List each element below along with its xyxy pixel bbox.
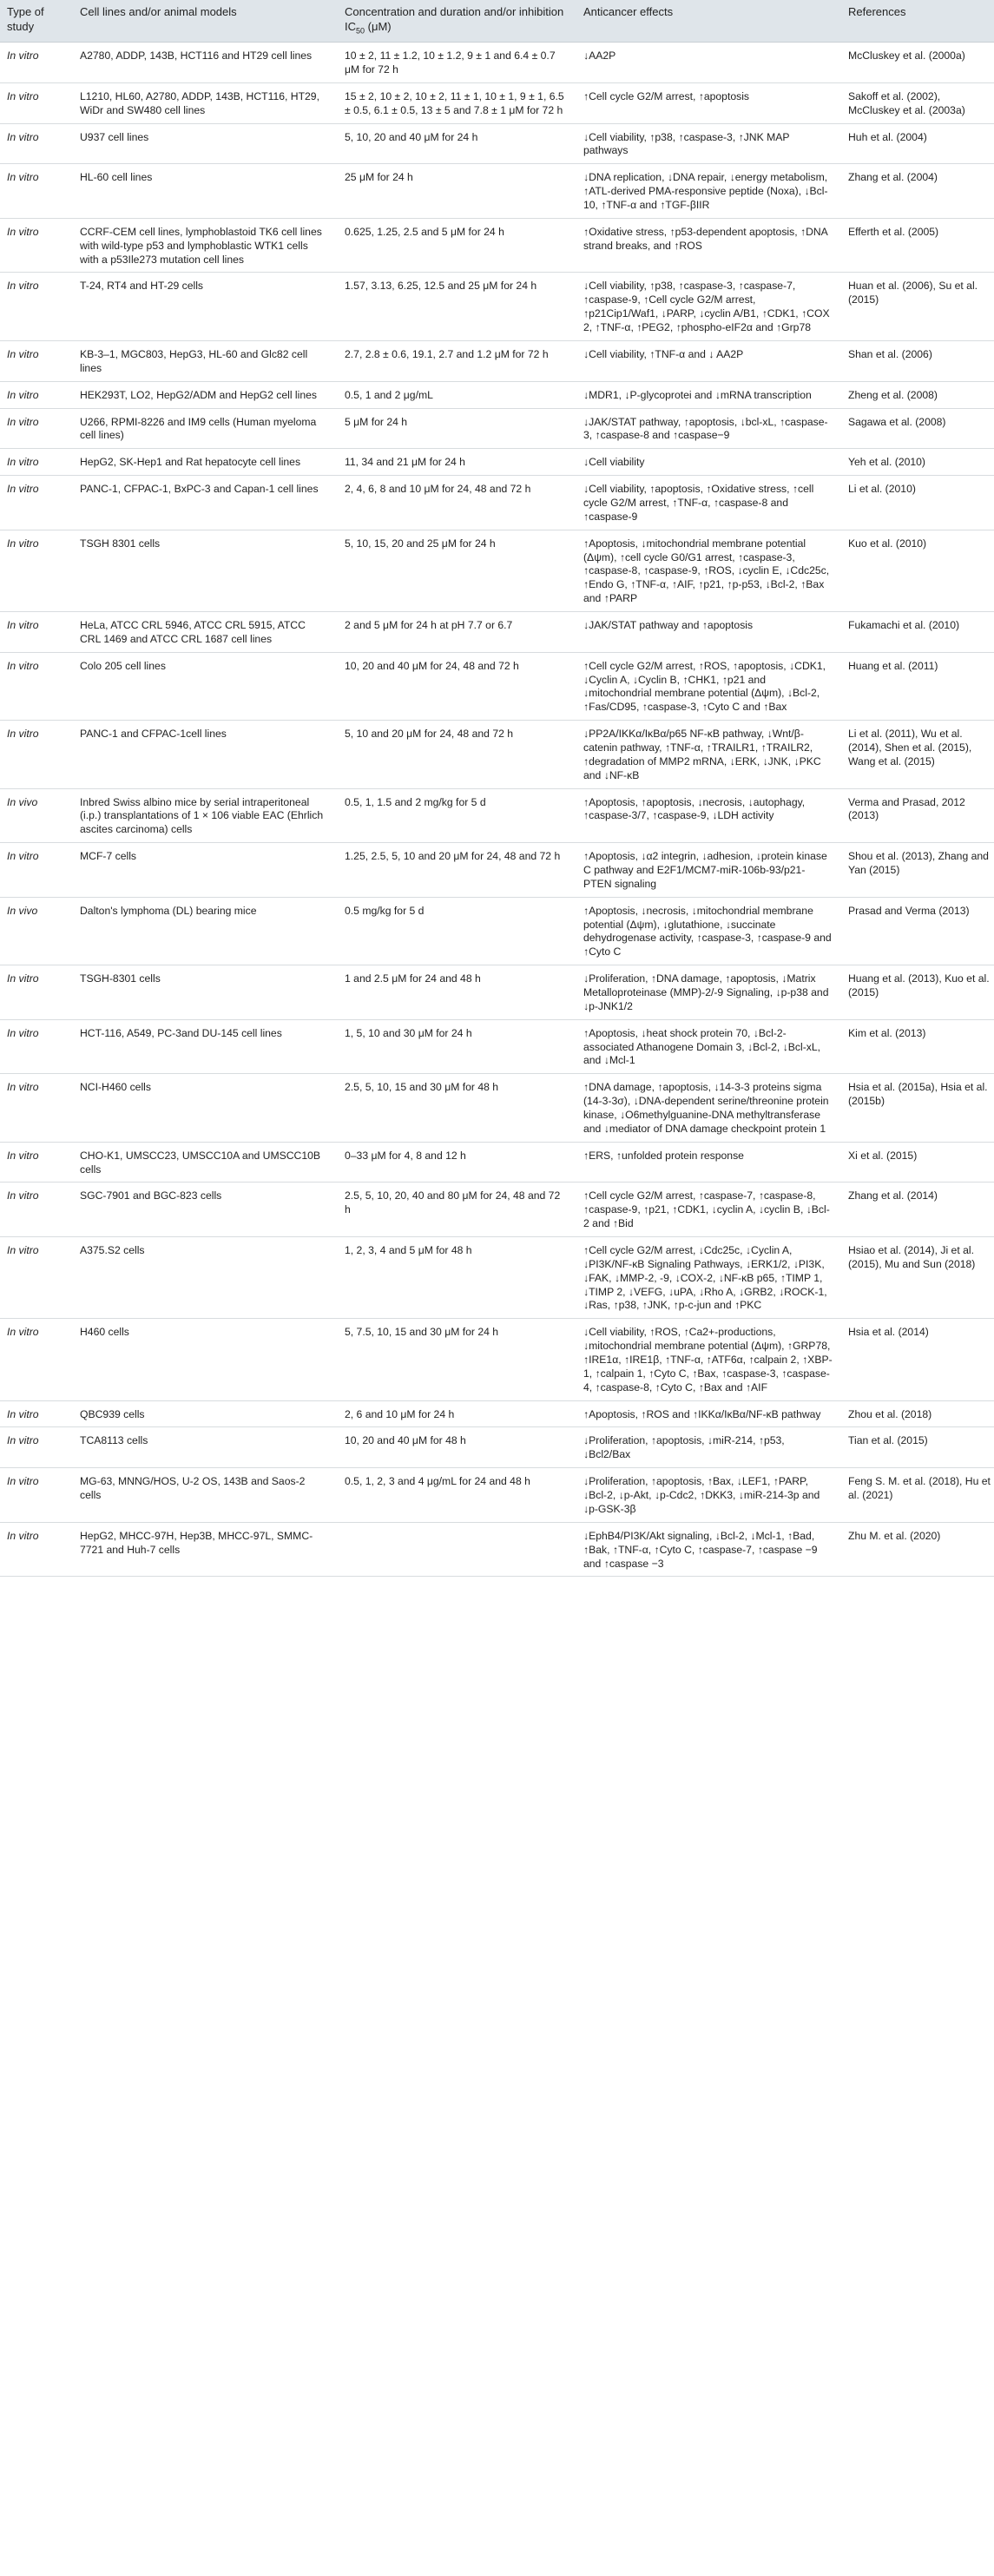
effects-cell: ↑Oxidative stress, ↑p53-dependent apoptosis, ↑DNA strand breaks, and ↑ROS	[576, 218, 841, 273]
study-type-cell: In vitro	[0, 82, 73, 123]
models-cell: KB-3–1, MGC803, HepG3, HL-60 and Glc82 cell lines	[73, 340, 338, 381]
table-row	[0, 1183, 994, 1237]
concentration-cell: 2.5, 5, 10, 20, 40 and 80 μM for 24, 48 and 72 h	[338, 1183, 576, 1237]
effects-cell: ↓MDR1, ↓P-glycoprotei and ↓mRNA transcription	[576, 381, 841, 408]
table-row	[0, 1142, 994, 1183]
study-type-cell: In vitro	[0, 843, 73, 898]
references-cell: Fukamachi et al. (2010)	[841, 611, 994, 652]
concentration-cell: 0.5, 1, 1.5 and 2 mg/kg for 5 d	[338, 788, 576, 843]
table-row	[0, 965, 994, 1020]
table-row	[0, 1468, 994, 1523]
references-cell: Feng S. M. et al. (2018), Hu et al. (2021)	[841, 1468, 994, 1523]
study-type-cell: In vitro	[0, 1237, 73, 1319]
references-cell: McCluskey et al. (2000a)	[841, 43, 994, 83]
study-type-cell: In vitro	[0, 340, 73, 381]
concentration-cell: 10 ± 2, 11 ± 1.2, 10 ± 1.2, 9 ± 1 and 6.4 ± 0.7 μM for 72 h	[338, 43, 576, 83]
effects-cell: ↓Proliferation, ↑DNA damage, ↑apoptosis, ↓Matrix Metalloproteinase (MMP)-2/-9 Signaling, ↓p-p38 and ↓p-JNK1/2	[576, 965, 841, 1020]
references-cell: Zhu M. et al. (2020)	[841, 1522, 994, 1577]
effects-cell: ↑Apoptosis, ↑ROS and ↑IKKα/IκBα/NF-κB pathway	[576, 1400, 841, 1427]
concentration-cell: 0.5 mg/kg for 5 d	[338, 897, 576, 965]
effects-cell: ↑Cell cycle G2/M arrest, ↑apoptosis	[576, 82, 841, 123]
models-cell: SGC-7901 and BGC-823 cells	[73, 1183, 338, 1237]
effects-cell: ↑Apoptosis, ↑apoptosis, ↓necrosis, ↓autophagy, ↑caspase-3/7, ↑caspase-9, ↓LDH activity	[576, 788, 841, 843]
study-type-cell: In vitro	[0, 1427, 73, 1468]
effects-cell: ↓Cell viability, ↑p38, ↑caspase-3, ↑JNK MAP pathways	[576, 123, 841, 164]
effects-cell: ↓EphB4/PI3K/Akt signaling, ↓Bcl-2, ↓Mcl-1, ↑Bad, ↑Bak, ↑TNF-α, ↑Cyto C, ↑caspase-7, ↑caspase −9 and ↑caspase −3	[576, 1522, 841, 1577]
table-row	[0, 843, 994, 898]
references-cell: Hsia et al. (2015a), Hsia et al. (2015b)	[841, 1074, 994, 1142]
table-row	[0, 43, 994, 83]
concentration-cell: 0.5, 1, 2, 3 and 4 μg/mL for 24 and 48 h	[338, 1468, 576, 1523]
effects-cell: ↓PP2A/IKKα/IκBα/p65 NF-κB pathway, ↓Wnt/β-catenin pathway, ↑TNF-α, ↑TRAILR1, ↑TRAILR2, ↑degradation of MMP2 mRNA, ↓ERK, ↓JNK, ↓PKC and ↓NF-κB	[576, 721, 841, 788]
references-cell: Prasad and Verma (2013)	[841, 897, 994, 965]
references-cell: Kuo et al. (2010)	[841, 530, 994, 611]
models-cell: H460 cells	[73, 1319, 338, 1400]
study-type-cell: In vitro	[0, 965, 73, 1020]
table-row	[0, 1400, 994, 1427]
references-cell: Huan et al. (2006), Su et al. (2015)	[841, 273, 994, 340]
references-cell: Huang et al. (2013), Kuo et al. (2015)	[841, 965, 994, 1020]
models-cell: A375.S2 cells	[73, 1237, 338, 1319]
concentration-cell: 2.5, 5, 10, 15 and 30 μM for 48 h	[338, 1074, 576, 1142]
effects-cell: ↑ERS, ↑unfolded protein response	[576, 1142, 841, 1183]
models-cell: MCF-7 cells	[73, 843, 338, 898]
concentration-cell: 5 μM for 24 h	[338, 408, 576, 449]
references-cell: Shou et al. (2013), Zhang and Yan (2015)	[841, 843, 994, 898]
models-cell: U266, RPMI-8226 and IM9 cells (Human myeloma cell lines)	[73, 408, 338, 449]
models-cell: Dalton's lymphoma (DL) bearing mice	[73, 897, 338, 965]
study-type-cell: In vitro	[0, 652, 73, 720]
effects-cell: ↑Apoptosis, ↓necrosis, ↓mitochondrial membrane potential (Δψm), ↓glutathione, ↓succinate dehydrogenase activity, ↑caspase-3, ↑caspase-9 and ↑Cyto C	[576, 897, 841, 965]
header-effects: Anticancer effects	[576, 0, 841, 43]
header-type: Type of study	[0, 0, 73, 43]
models-cell: CCRF-CEM cell lines, lymphoblastoid TK6 cell lines with wild-type p53 and lymphoblastic WTK1 cells with a p53Ile273 mutation cell lines	[73, 218, 338, 273]
table-row	[0, 530, 994, 611]
models-cell: HCT-116, A549, PC-3and DU-145 cell lines	[73, 1019, 338, 1074]
study-type-cell: In vitro	[0, 1468, 73, 1523]
header-row	[0, 0, 994, 43]
study-type-cell: In vitro	[0, 218, 73, 273]
header-models: Cell lines and/or animal models	[73, 0, 338, 43]
models-cell: MG-63, MNNG/HOS, U-2 OS, 143B and Saos-2 cells	[73, 1468, 338, 1523]
table-row	[0, 273, 994, 340]
concentration-cell: 10, 20 and 40 μM for 48 h	[338, 1427, 576, 1468]
header-concentration-sub: 50	[356, 26, 365, 36]
table-body	[0, 43, 994, 1577]
references-cell: Zhou et al. (2018)	[841, 1400, 994, 1427]
references-cell: Zhang et al. (2014)	[841, 1183, 994, 1237]
concentration-cell: 1, 5, 10 and 30 μM for 24 h	[338, 1019, 576, 1074]
study-type-cell: In vitro	[0, 1142, 73, 1183]
study-type-cell: In vitro	[0, 530, 73, 611]
references-cell: Yeh et al. (2010)	[841, 449, 994, 476]
references-cell: Kim et al. (2013)	[841, 1019, 994, 1074]
models-cell: NCI-H460 cells	[73, 1074, 338, 1142]
concentration-cell: 1.25, 2.5, 5, 10 and 20 μM for 24, 48 and 72 h	[338, 843, 576, 898]
table-row	[0, 408, 994, 449]
models-cell: TSGH 8301 cells	[73, 530, 338, 611]
references-cell: Sakoff et al. (2002), McCluskey et al. (2003a)	[841, 82, 994, 123]
effects-cell: ↑Cell cycle G2/M arrest, ↓Cdc25c, ↓Cyclin A, ↓PI3K/NF-κB Signaling Pathways, ↓ERK1/2, ↓PI3K, ↓FAK, ↓MMP-2, -9, ↓COX-2, ↓NF-κB p65, ↑TIMP 1, ↓TIMP 2, ↓VEFG, ↓uPA, ↓Rho A, ↓GRB2, ↓ROCK-1, ↓Ras, ↑p38, ↑JNK, ↑p-c-jun and ↑PKC	[576, 1237, 841, 1319]
models-cell: L1210, HL60, A2780, ADDP, 143B, HCT116, HT29, WiDr and SW480 cell lines	[73, 82, 338, 123]
concentration-cell: 10, 20 and 40 μM for 24, 48 and 72 h	[338, 652, 576, 720]
study-type-cell: In vitro	[0, 476, 73, 530]
models-cell: QBC939 cells	[73, 1400, 338, 1427]
effects-cell: ↑Apoptosis, ↓mitochondrial membrane potential (Δψm), ↑cell cycle G0/G1 arrest, ↑caspase-3, ↑caspase-8, ↑caspase-9, ↑ROS, ↓cyclin E, ↓Cdc25c, ↑Endo G, ↑TNF-α, ↑AIF, ↑p21, ↑p-p53, ↓Bcl-2, ↑Bax and ↑PARP	[576, 530, 841, 611]
models-cell: HepG2, SK-Hep1 and Rat hepatocyte cell lines	[73, 449, 338, 476]
concentration-cell: 2, 6 and 10 μM for 24 h	[338, 1400, 576, 1427]
study-type-cell: In vitro	[0, 449, 73, 476]
references-cell: Zhang et al. (2004)	[841, 164, 994, 219]
effects-cell: ↑Cell cycle G2/M arrest, ↑caspase-7, ↑caspase-8, ↑caspase-9, ↑p21, ↑CDK1, ↓cyclin A, ↓cyclin B, ↓Bcl-2 and ↑Bid	[576, 1183, 841, 1237]
study-type-cell: In vitro	[0, 408, 73, 449]
effects-cell: ↓Cell viability	[576, 449, 841, 476]
table-row	[0, 123, 994, 164]
concentration-cell: 2.7, 2.8 ± 0.6, 19.1, 2.7 and 1.2 μM for 72 h	[338, 340, 576, 381]
models-cell: TSGH-8301 cells	[73, 965, 338, 1020]
study-type-cell: In vivo	[0, 897, 73, 965]
effects-cell: ↓AA2P	[576, 43, 841, 83]
table-row	[0, 476, 994, 530]
references-cell: Verma and Prasad, 2012 (2013)	[841, 788, 994, 843]
study-type-cell: In vivo	[0, 788, 73, 843]
table-row	[0, 164, 994, 219]
effects-cell: ↑Cell cycle G2/M arrest, ↑ROS, ↑apoptosis, ↓CDK1, ↓Cyclin A, ↓Cyclin B, ↑CHK1, ↑p21 and ↓mitochondrial membrane potential (Δψm), ↓Bcl-2, ↑Fas/CD95, ↑caspase-3, ↑Cyto C and ↑Bax	[576, 652, 841, 720]
table-row	[0, 788, 994, 843]
study-type-cell: In vitro	[0, 1183, 73, 1237]
table-row	[0, 611, 994, 652]
table-row	[0, 721, 994, 788]
table-row	[0, 449, 994, 476]
effects-cell: ↑DNA damage, ↑apoptosis, ↓14-3-3 proteins sigma (14-3-3σ), ↓DNA-dependent serine/threonine protein kinase, ↓O6methylguanine-DNA methyltransferase and ↓mediator of DNA damage checkpoint protein 1	[576, 1074, 841, 1142]
effects-cell: ↑Apoptosis, ↓α2 integrin, ↓adhesion, ↓protein kinase C pathway and E2F1/MCM7-miR-106b-93/p21-PTEN signaling	[576, 843, 841, 898]
references-cell: Zheng et al. (2008)	[841, 381, 994, 408]
references-cell: Huang et al. (2011)	[841, 652, 994, 720]
header-references: References	[841, 0, 994, 43]
table-row	[0, 340, 994, 381]
references-cell: Sagawa et al. (2008)	[841, 408, 994, 449]
concentration-cell: 5, 10, 20 and 40 μM for 24 h	[338, 123, 576, 164]
references-cell: Hsiao et al. (2014), Ji et al. (2015), Mu and Sun (2018)	[841, 1237, 994, 1319]
effects-cell: ↓JAK/STAT pathway and ↑apoptosis	[576, 611, 841, 652]
table-row	[0, 1319, 994, 1400]
effects-cell: ↓Proliferation, ↑apoptosis, ↑Bax, ↓LEF1, ↑PARP, ↓Bcl-2, ↓p-Akt, ↓p-Cdc2, ↑DKK3, ↓miR-214-3p and ↓p-GSK-3β	[576, 1468, 841, 1523]
concentration-cell	[338, 1522, 576, 1577]
study-type-cell: In vitro	[0, 1319, 73, 1400]
effects-cell: ↑Apoptosis, ↓heat shock protein 70, ↓Bcl-2-associated Athanogene Domain 3, ↓Bcl-2, ↓Bcl-xL, and ↓Mcl-1	[576, 1019, 841, 1074]
effects-cell: ↓Cell viability, ↑ROS, ↑Ca2+-productions, ↓mitochondrial membrane potential (Δψm), ↑GRP78, ↑IRE1α, ↑IRE1β, ↑TNF-α, ↑ATF6α, ↑calpain 2, ↑XBP-1, ↑calpain 1, ↑Cyto C, ↑Bax, ↑caspase-3, ↑caspase-4, ↑caspase-8, ↑Cyto C, ↑Bax and ↑AIF	[576, 1319, 841, 1400]
models-cell: TCA8113 cells	[73, 1427, 338, 1468]
table-row	[0, 1427, 994, 1468]
concentration-cell: 0.5, 1 and 2 μg/mL	[338, 381, 576, 408]
effects-cell: ↓JAK/STAT pathway, ↑apoptosis, ↓bcl-xL, ↑caspase-3, ↑caspase-8 and ↑caspase−9	[576, 408, 841, 449]
table-row	[0, 1019, 994, 1074]
study-type-cell: In vitro	[0, 164, 73, 219]
models-cell: Inbred Swiss albino mice by serial intraperitoneal (i.p.) transplantations of 1 × 106 viable EAC (Ehrlich ascites carcinoma) cells	[73, 788, 338, 843]
study-type-cell: In vitro	[0, 1019, 73, 1074]
concentration-cell: 2 and 5 μM for 24 h at pH 7.7 or 6.7	[338, 611, 576, 652]
study-type-cell: In vitro	[0, 43, 73, 83]
header-concentration	[338, 0, 576, 43]
concentration-cell: 11, 34 and 21 μM for 24 h	[338, 449, 576, 476]
effects-cell: ↓Cell viability, ↑p38, ↑caspase-3, ↑caspase-7, ↑caspase-9, ↑Cell cycle G2/M arrest, ↑p21Cip1/Waf1, ↓PARP, ↓cyclin A/B1, ↑CDK1, ↑COX 2, ↑TNF-α, ↑PEG2, ↑phospho-eIF2α and ↑Grp78	[576, 273, 841, 340]
table-row	[0, 652, 994, 720]
concentration-cell: 25 μM for 24 h	[338, 164, 576, 219]
table-row	[0, 82, 994, 123]
effects-cell: ↓DNA replication, ↓DNA repair, ↓energy metabolism, ↑ATL-derived PMA-responsive peptide (Noxa), ↓Bcl-10, ↑TNF-α and ↑TGF-βIIR	[576, 164, 841, 219]
models-cell: PANC-1, CFPAC-1, BxPC-3 and Capan-1 cell lines	[73, 476, 338, 530]
study-type-cell: In vitro	[0, 611, 73, 652]
effects-cell: ↓Cell viability, ↑apoptosis, ↑Oxidative stress, ↑cell cycle G2/M arrest, ↑TNF-α, ↑caspase-8 and ↑caspase-9	[576, 476, 841, 530]
models-cell: A2780, ADDP, 143B, HCT116 and HT29 cell lines	[73, 43, 338, 83]
references-cell: Huh et al. (2004)	[841, 123, 994, 164]
concentration-cell: 2, 4, 6, 8 and 10 μM for 24, 48 and 72 h	[338, 476, 576, 530]
study-type-cell: In vitro	[0, 381, 73, 408]
concentration-cell: 1, 2, 3, 4 and 5 μM for 48 h	[338, 1237, 576, 1319]
concentration-cell: 5, 10, 15, 20 and 25 μM for 24 h	[338, 530, 576, 611]
models-cell: Colo 205 cell lines	[73, 652, 338, 720]
models-cell: T-24, RT4 and HT-29 cells	[73, 273, 338, 340]
references-cell: Efferth et al. (2005)	[841, 218, 994, 273]
models-cell: HL-60 cell lines	[73, 164, 338, 219]
references-cell: Shan et al. (2006)	[841, 340, 994, 381]
effects-cell: ↓Proliferation, ↑apoptosis, ↓miR-214, ↑p53, ↓Bcl2/Bax	[576, 1427, 841, 1468]
study-type-cell: In vitro	[0, 1400, 73, 1427]
references-cell: Li et al. (2011), Wu et al. (2014), Shen et al. (2015), Wang et al. (2015)	[841, 721, 994, 788]
table-row	[0, 1237, 994, 1319]
table-row	[0, 897, 994, 965]
concentration-cell: 1 and 2.5 μM for 24 and 48 h	[338, 965, 576, 1020]
table-row	[0, 1522, 994, 1577]
concentration-cell: 5, 10 and 20 μM for 24, 48 and 72 h	[338, 721, 576, 788]
concentration-cell: 0.625, 1.25, 2.5 and 5 μM for 24 h	[338, 218, 576, 273]
concentration-cell: 15 ± 2, 10 ± 2, 10 ± 2, 11 ± 1, 10 ± 1, 9 ± 1, 6.5 ± 0.5, 6.1 ± 0.5, 13 ± 5 and 7.8 ± 1 μM for 72 h	[338, 82, 576, 123]
models-cell: HepG2, MHCC-97H, Hep3B, MHCC-97L, SMMC-7721 and Huh-7 cells	[73, 1522, 338, 1577]
models-cell: U937 cell lines	[73, 123, 338, 164]
concentration-cell: 1.57, 3.13, 6.25, 12.5 and 25 μM for 24 h	[338, 273, 576, 340]
models-cell: HEK293T, LO2, HepG2/ADM and HepG2 cell lines	[73, 381, 338, 408]
models-cell: CHO-K1, UMSCC23, UMSCC10A and UMSCC10B cells	[73, 1142, 338, 1183]
study-type-cell: In vitro	[0, 721, 73, 788]
header-concentration-prefix: Concentration and duration and/or inhibition IC	[345, 5, 564, 33]
concentration-cell: 0–33 μM for 4, 8 and 12 h	[338, 1142, 576, 1183]
concentration-cell: 5, 7.5, 10, 15 and 30 μM for 24 h	[338, 1319, 576, 1400]
table-row	[0, 218, 994, 273]
table-row	[0, 1074, 994, 1142]
table-row	[0, 381, 994, 408]
references-cell: Tian et al. (2015)	[841, 1427, 994, 1468]
references-cell: Hsia et al. (2014)	[841, 1319, 994, 1400]
references-cell: Li et al. (2010)	[841, 476, 994, 530]
models-cell: PANC-1 and CFPAC-1cell lines	[73, 721, 338, 788]
study-type-cell: In vitro	[0, 273, 73, 340]
header-concentration-suffix: (μM)	[365, 19, 392, 33]
references-cell: Xi et al. (2015)	[841, 1142, 994, 1183]
study-type-cell: In vitro	[0, 1074, 73, 1142]
models-cell: HeLa, ATCC CRL 5946, ATCC CRL 5915, ATCC CRL 1469 and ATCC CRL 1687 cell lines	[73, 611, 338, 652]
study-type-cell: In vitro	[0, 123, 73, 164]
study-type-cell: In vitro	[0, 1522, 73, 1577]
effects-cell: ↓Cell viability, ↑TNF-α and ↓ AA2P	[576, 340, 841, 381]
